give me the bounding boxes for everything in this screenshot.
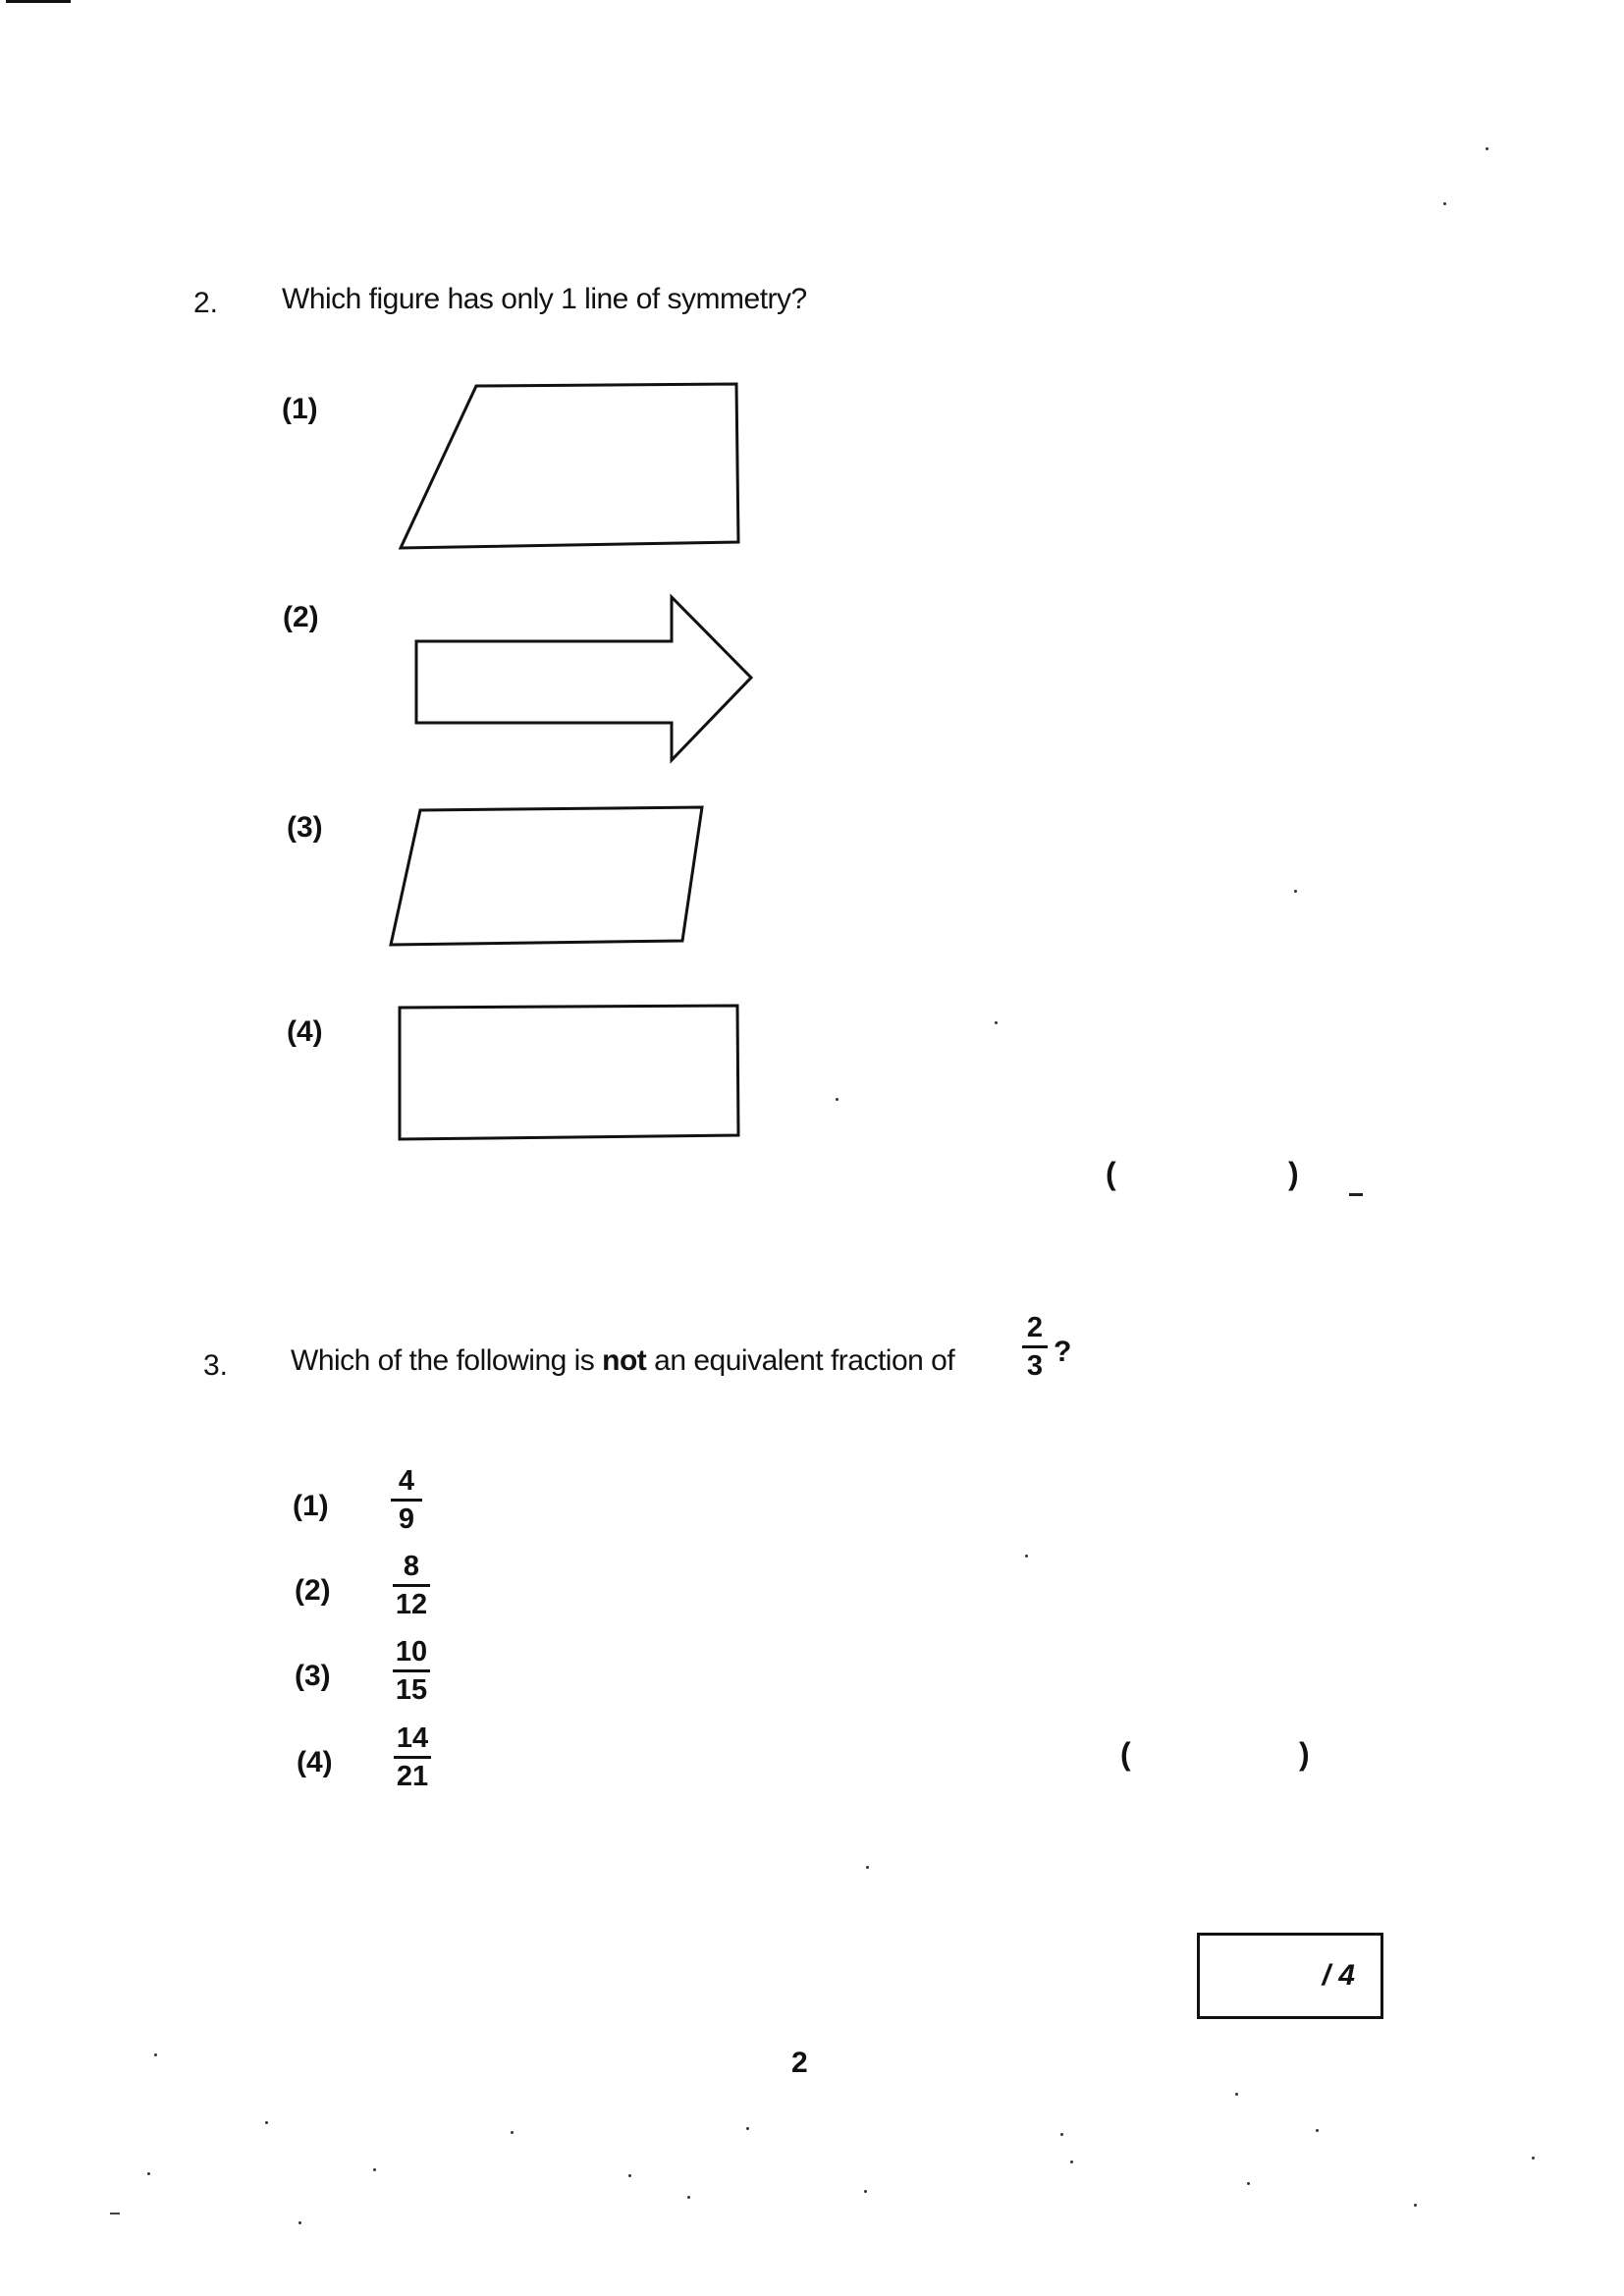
q3-option-4-label: (4) (297, 1746, 333, 1778)
q3-answer-open[interactable]: ( (1120, 1736, 1131, 1772)
scan-dash (110, 2213, 120, 2214)
scan-speck (511, 2131, 514, 2134)
scan-speck (995, 1021, 998, 1024)
q2-option-1-label: (1) (282, 393, 318, 425)
score-text: / 4 (1322, 1959, 1355, 1992)
q2-number: 2. (193, 287, 219, 319)
q3-option-2-fraction (393, 1553, 430, 1619)
q3-option-3-den: 15 (395, 1674, 428, 1706)
q3-option-2-bar (393, 1584, 430, 1587)
scan-speck (1443, 202, 1446, 205)
q3-option-1-bar (391, 1499, 422, 1502)
scan-speck (866, 1866, 869, 1869)
q3-option-2-label: (2) (295, 1574, 331, 1607)
scan-speck (1247, 2182, 1250, 2185)
scan-speck (864, 2190, 867, 2193)
scan-speck (628, 2174, 631, 2177)
scan-speck (298, 2221, 301, 2224)
scan-speck (154, 2053, 157, 2056)
q3-option-1-label: (1) (293, 1490, 329, 1522)
q2-dash-mark (1349, 1193, 1363, 1196)
q3-option-4-num: 14 (396, 1722, 429, 1754)
q3-option-3-bar (393, 1669, 430, 1672)
q3-text-bold: not (602, 1344, 647, 1377)
scan-speck (1294, 890, 1297, 893)
q3-fraction (1022, 1314, 1048, 1381)
q3-option-3-fraction (393, 1638, 430, 1705)
scan-speck (687, 2196, 690, 2199)
scan-speck (373, 2168, 376, 2171)
q3-fraction-num: 2 (1026, 1312, 1044, 1343)
q3-option-2-num: 8 (403, 1551, 420, 1582)
q3-option-1-fraction (391, 1467, 422, 1534)
scan-speck (147, 2172, 150, 2175)
q3-fraction-bar (1022, 1345, 1048, 1348)
q3-text (291, 1344, 954, 1378)
q3-option-4-bar (394, 1756, 431, 1759)
scan-speck (1025, 1555, 1028, 1558)
q3-option-3-label: (3) (295, 1660, 331, 1692)
scan-speck (1486, 147, 1489, 150)
q3-option-4-fraction (394, 1724, 431, 1791)
scan-speck (1316, 2129, 1319, 2132)
scan-speck (1414, 2204, 1417, 2207)
q3-option-2-den: 12 (395, 1589, 428, 1620)
q3-answer-close[interactable]: ) (1299, 1736, 1310, 1772)
score-box (1197, 1933, 1383, 2019)
q2-option-3-label: (3) (287, 811, 323, 844)
q2-answer-close[interactable]: ) (1288, 1156, 1299, 1191)
scan-speck (746, 2127, 749, 2130)
scan-speck (1060, 2133, 1063, 2136)
q3-number: 3. (203, 1349, 229, 1382)
q3-option-4-den: 21 (396, 1761, 429, 1792)
scan-speck (1235, 2093, 1238, 2096)
q2-answer-open[interactable]: ( (1106, 1156, 1116, 1191)
scan-speck (1532, 2157, 1535, 2159)
q3-fraction-den: 3 (1026, 1350, 1044, 1382)
page-number: 2 (791, 2047, 808, 2079)
q2-option-2-label: (2) (283, 601, 319, 633)
q3-option-1-num: 4 (398, 1465, 415, 1497)
q3-text-after: an equivalent fraction of (654, 1344, 955, 1377)
q2-option-4-label: (4) (287, 1015, 323, 1048)
q3-text-before: Which of the following is (291, 1344, 595, 1377)
scan-speck (1070, 2160, 1073, 2163)
scan-speck (836, 1098, 839, 1101)
q3-option-3-num: 10 (395, 1636, 428, 1667)
q2-text: Which figure has only 1 line of symmetry? (282, 283, 807, 315)
q3-question-mark: ? (1054, 1336, 1071, 1368)
q3-option-1-den: 9 (398, 1503, 415, 1535)
scan-speck (265, 2121, 268, 2124)
